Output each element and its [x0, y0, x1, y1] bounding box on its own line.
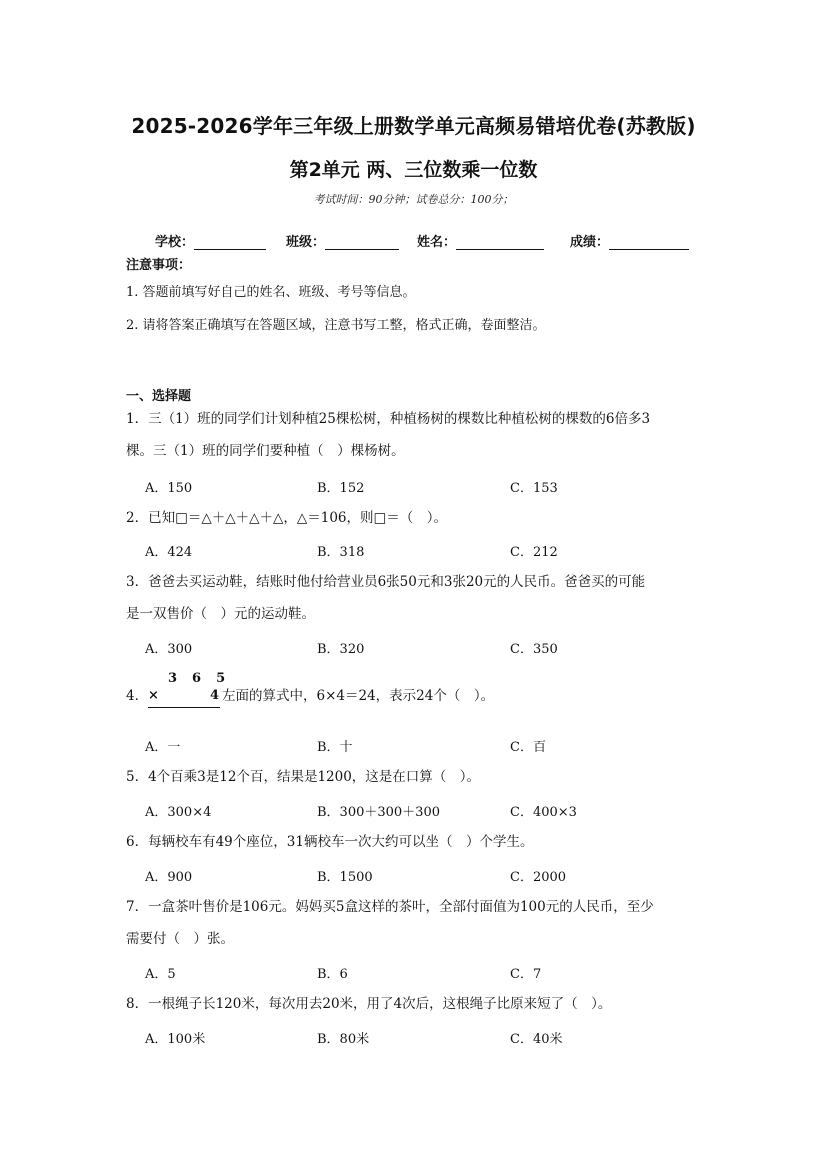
- school-field[interactable]: [155, 231, 266, 250]
- notice-item: 1. 答题前填写好自己的姓名、班级、考号等信息。: [126, 285, 416, 300]
- q2-option-c[interactable]: C．212: [510, 545, 558, 560]
- class-field[interactable]: [286, 231, 399, 250]
- class-label: 班级：: [286, 235, 326, 250]
- q4-option-c[interactable]: C．百: [510, 740, 546, 755]
- question-1-text-cont: 棵。三（1）班的同学们要种植（ ）棵杨树。: [126, 443, 405, 459]
- q2-option-a[interactable]: A．424: [145, 545, 193, 560]
- q1-option-b[interactable]: B．152: [317, 481, 365, 496]
- question-6-text: 6．每辆校车有49个座位，31辆校车一次大约可以坐（ ）个学生。: [126, 834, 534, 850]
- q6-option-c[interactable]: C．2000: [510, 870, 567, 885]
- question-7-text-cont: 需要付（ ）张。: [126, 931, 234, 947]
- q3-option-c[interactable]: C．350: [510, 642, 558, 657]
- q4-option-a[interactable]: A．一: [145, 740, 181, 755]
- q5-option-b[interactable]: B．300＋300＋300: [317, 805, 440, 820]
- class-blank[interactable]: [325, 235, 399, 250]
- q2-option-b[interactable]: B．318: [317, 545, 365, 560]
- q6-option-b[interactable]: B．1500: [317, 870, 373, 885]
- q3-option-a[interactable]: A．300: [145, 642, 193, 657]
- unit-subtitle: 第2单元 两、三位数乘一位数: [289, 159, 538, 181]
- q8-option-a[interactable]: A．100米: [145, 1032, 206, 1047]
- notice-title: 注意事项：: [126, 258, 192, 273]
- school-blank[interactable]: [194, 235, 266, 250]
- question-4-number: 4．: [126, 688, 149, 704]
- q3-option-b[interactable]: B．320: [317, 642, 365, 657]
- question-8-text: 8．一根绳子长120米，每次用去20米，用了4次后，这根绳子比原来短了（ ）。: [126, 996, 612, 1012]
- question-1-text: 1．三（1）班的同学们计划种植25棵松树，种植杨树的棵数比种植松树的棵数的6倍多3: [126, 411, 651, 427]
- name-label: 姓名：: [417, 235, 457, 250]
- name-blank[interactable]: [456, 235, 544, 250]
- q1-option-a[interactable]: A．150: [145, 481, 193, 496]
- calc-multiplicand: 3 6 5: [168, 671, 227, 686]
- question-5-text: 5．4个百乘3是12个百，结果是1200，这是在口算（ ）。: [126, 769, 481, 785]
- score-blank[interactable]: [609, 235, 689, 250]
- q7-option-a[interactable]: A．5: [145, 967, 176, 982]
- question-3-text-cont: 是一双售价（ ）元的运动鞋。: [126, 606, 315, 622]
- question-3-text: 3．爸爸去买运动鞋，结账时他付给营业员6张50元和3张20元的人民币。爸爸买的可能: [126, 574, 646, 590]
- exam-title: 2025-2026学年三年级上册数学单元高频易错培优卷(苏教版): [131, 114, 696, 138]
- question-4-text: 左面的算式中，6×4＝24，表示24个（ ）。: [222, 688, 495, 704]
- score-field[interactable]: [570, 231, 689, 250]
- q7-option-c[interactable]: C．7: [510, 967, 542, 982]
- calc-multiplier: 4: [210, 688, 220, 703]
- section-title: 一、选择题: [126, 389, 192, 404]
- calc-rule: [148, 707, 220, 708]
- q4-option-b[interactable]: B．十: [317, 740, 353, 755]
- exam-info: 考试时间：90分钟；试卷总分：100分；: [313, 193, 514, 206]
- student-info-row: [155, 231, 715, 251]
- question-7-text: 7．一盒茶叶售价是106元。妈妈买5盒这样的茶叶，全部付面值为100元的人民币，至少: [126, 899, 654, 915]
- q6-option-a[interactable]: A．900: [145, 870, 193, 885]
- score-label: 成绩：: [570, 235, 610, 250]
- q8-option-c[interactable]: C．40米: [510, 1032, 563, 1047]
- q7-option-b[interactable]: B．6: [317, 967, 348, 982]
- name-field[interactable]: [417, 231, 544, 250]
- calc-times-sign: ×: [148, 688, 159, 703]
- school-label: 学校：: [155, 235, 195, 250]
- q8-option-b[interactable]: B．80米: [317, 1032, 370, 1047]
- notice-item: 2. 请将答案正确填写在答题区域，注意书写工整，格式正确，卷面整洁。: [126, 318, 546, 333]
- question-2-text: 2．已知□＝△＋△＋△＋△，△＝106，则□＝（ ）。: [126, 510, 448, 526]
- q5-option-c[interactable]: C．400×3: [510, 805, 577, 820]
- q1-option-c[interactable]: C．153: [510, 481, 558, 496]
- q5-option-a[interactable]: A．300×4: [145, 805, 212, 820]
